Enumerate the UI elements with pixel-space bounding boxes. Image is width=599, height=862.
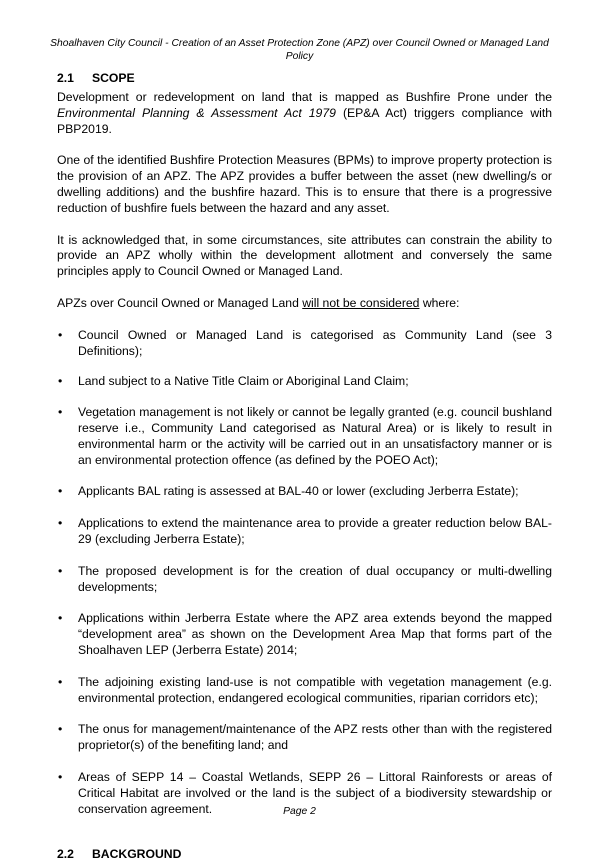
page-number: Page 2 (283, 806, 316, 817)
paragraph-exclusions-intro (57, 296, 552, 312)
list-item: • The adjoining existing land-use is not compatible with vegetation management (e.g. environmental protection, endangered ecological communities, riparian corridors etc); (57, 675, 552, 707)
header-title: Shoalhaven City Council - Creation of an Asset Protection Zone (APZ) over Council Owned or Managed Land Policy (50, 38, 549, 62)
list-item: • Council Owned or Managed Land is categorised as Community Land (see 3 Definitions); (57, 328, 552, 360)
list-item: • Applicants BAL rating is assessed at BAL-40 or lower (excluding Jerberra Estate); (57, 484, 552, 500)
paragraph-constraints: It is acknowledged that, in some circumstances, site attributes can constrain the ability to provide an APZ wholly within the development allotment and conversely the same principles apply to Council Owned or Managed Land. (57, 232, 552, 279)
list-item: • The proposed development is for the creation of dual occupancy or multi-dwelling developments; (57, 564, 552, 596)
section-number: 2.1 (57, 71, 74, 85)
section-heading-scope (57, 70, 552, 86)
paragraph-text: APZs over Council Owned or Managed Land (57, 295, 303, 310)
section-number: 2.2 (57, 847, 74, 862)
page-content (57, 70, 552, 862)
page-header (40, 37, 559, 63)
underlined-text: will not be considered (302, 295, 420, 310)
section-heading-background (57, 846, 552, 862)
list-item: • Areas of SEPP 14 – Coastal Wetlands, SEPP 26 – Littoral Rainforests or areas of Critical Habitat are involved or the land is the subject of a biodiversity stewardship or conservation agreement. (57, 770, 552, 817)
list-item: • Land subject to a Native Title Claim or Aboriginal Land Claim; (57, 374, 552, 390)
list-item: • Applications to extend the maintenance area to provide a greater reduction below BAL-29 (excluding Jerberra Estate); (57, 516, 552, 548)
exclusion-list (57, 328, 552, 818)
paragraph-scope-intro (57, 90, 552, 137)
act-name: Environmental Planning & Assessment Act 1979 (57, 105, 336, 120)
paragraph-text: Development or redevelopment on land that is mapped as Bushfire Prone under the (57, 90, 552, 104)
page-footer (0, 806, 599, 817)
list-item: • Vegetation management is not likely or cannot be legally granted (e.g. council bushland reserve i.e., Community Land categorised as Natural Area) or is likely to result in environmental harm or the activity will be carried out in an unsatisfactory manner or is an environmental protection offence (as defined by the POEO Act); (57, 405, 552, 468)
section-title: SCOPE (92, 71, 135, 85)
section-title: BACKGROUND (92, 847, 182, 862)
paragraph-bpm: One of the identified Bushfire Protection Measures (BPMs) to improve property protection is the provision of an APZ. The APZ provides a buffer between the asset (new dwelling/s or dwelling additions) and the bushfire hazard. This is to ensure that there is a progressive reduction of bushfire fuels between the hazard and any asset. (57, 153, 552, 215)
paragraph-text: where: (419, 295, 460, 310)
list-item: • Applications within Jerberra Estate where the APZ area extends beyond the mapped “development area” as shown on the Development Area Map that forms part of the Shoalhaven LEP (Jerberra Estate) 2014; (57, 611, 552, 658)
paragraph-text: (EP&A Act) triggers compliance with PBP2019. (57, 105, 552, 136)
list-item: • The onus for management/maintenance of the APZ rests other than with the registered proprietor(s) of the benefiting land; and (57, 722, 552, 754)
